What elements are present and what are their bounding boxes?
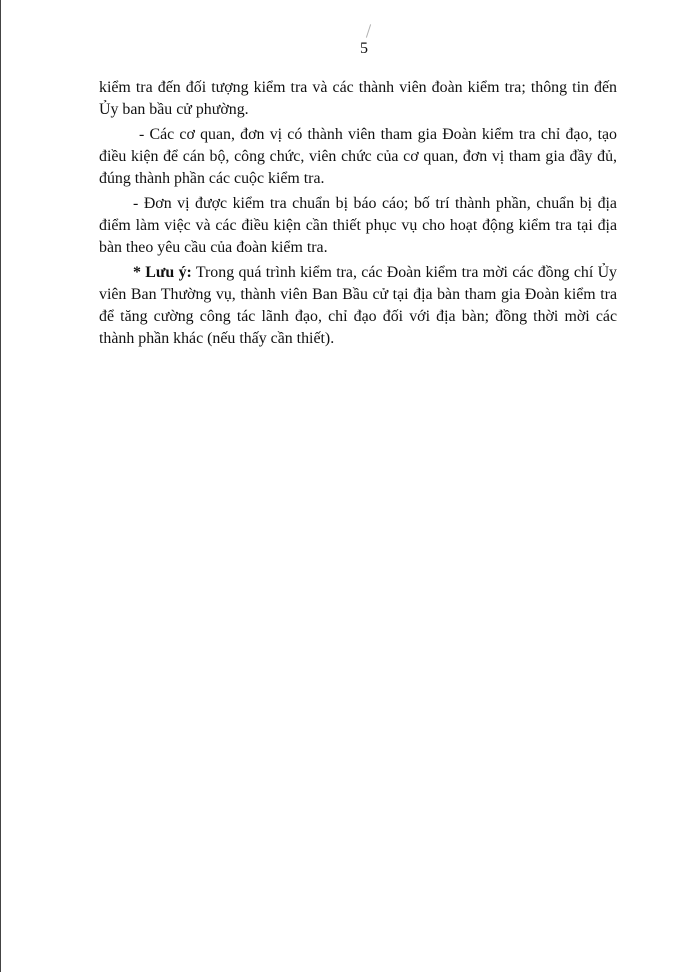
note-text: Trong quá trình kiểm tra, các Đoàn kiểm tra mời các đồng chí Ủy viên Ban Thường vụ, thành viên Ban Bầu cử tại địa bàn tham gia Đoàn kiểm tra để tăng cường công tác lãnh đạo, chỉ đạo đối với địa bàn; đồng thời mời các thành phần khác (nếu thấy cần thiết). <box>99 264 617 347</box>
note-label: * Lưu ý: <box>133 264 192 281</box>
paragraph-note <box>99 262 617 350</box>
paragraph-inspected-unit: - Đơn vị được kiểm tra chuẩn bị báo cáo; bố trí thành phần, chuẩn bị địa điểm làm việc và các điều kiện cần thiết phục vụ cho hoạt động kiểm tra tại địa bàn theo yêu cầu của đoàn kiểm tra. <box>99 195 617 256</box>
page-number: 5 <box>360 40 368 57</box>
paragraph-continuation: kiểm tra đến đối tượng kiểm tra và các thành viên đoàn kiểm tra; thông tin đến Ủy ban bầu cử phường. <box>99 79 617 118</box>
document-body <box>99 77 617 353</box>
page-corner-mark <box>366 24 371 38</box>
paragraph-agencies: - Các cơ quan, đơn vị có thành viên tham gia Đoàn kiểm tra chỉ đạo, tạo điều kiện để cán bộ, công chức, viên chức của cơ quan, đơn vị tham gia đầy đủ, đúng thành phần các cuộc kiểm tra. <box>99 126 617 187</box>
